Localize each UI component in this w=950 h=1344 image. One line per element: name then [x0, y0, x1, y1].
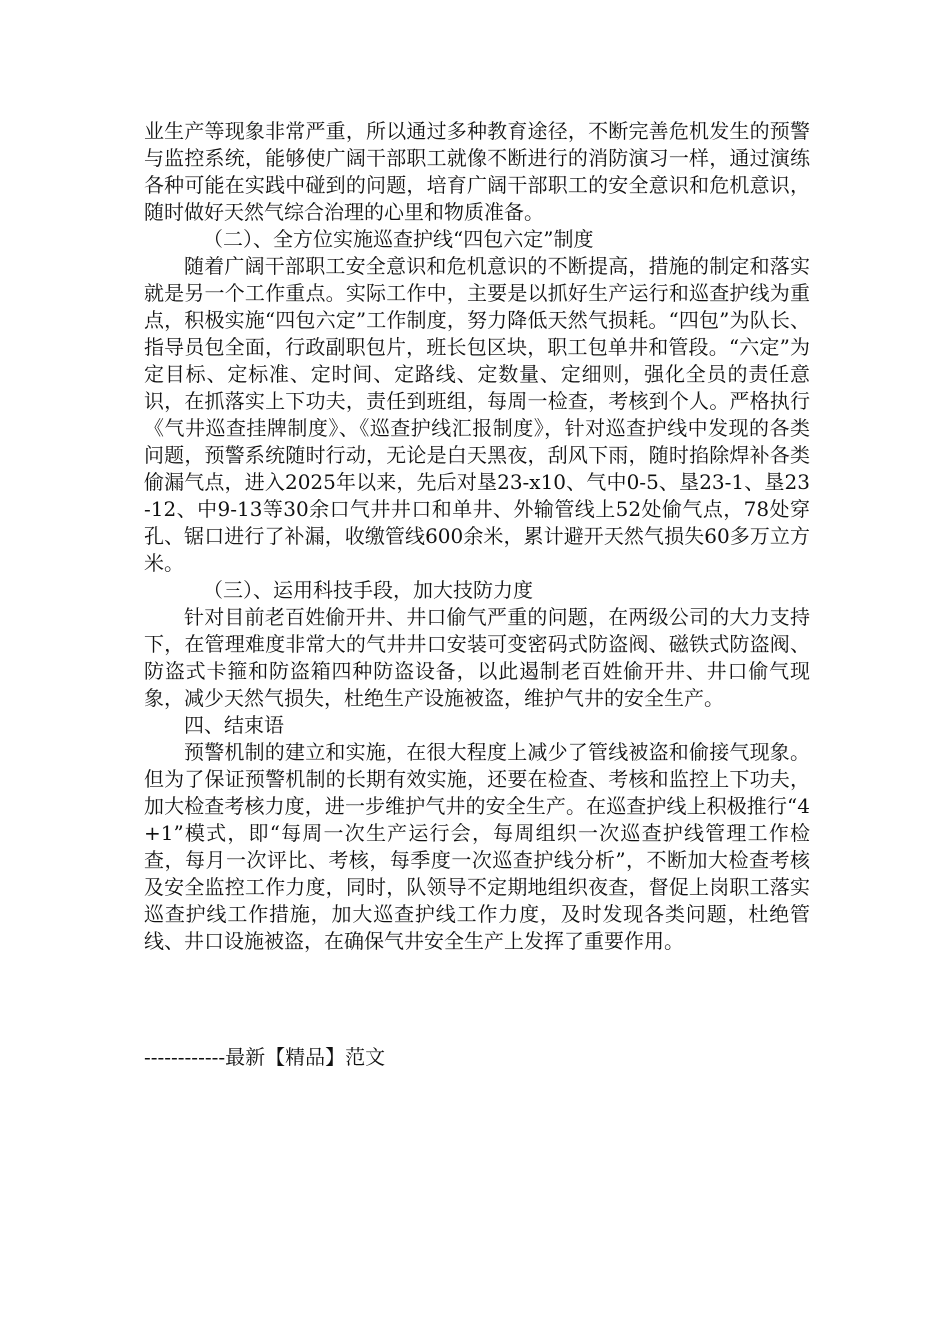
paragraph-conclusion: 预警机制的建立和实施，在很大程度上减少了管线被盗和偷接气现象。但为了保证预警机制的长期有效实施，还要在检查、考核和监控上下功夫，加大检查考核力度，进一步维护气井的安全生产。在巡查护线上积极推行“4+1”模式，即“每周一次生产运行会，每周组织一次巡查护线管理工作检查，每月一次评比、考核，每季度一次巡查护线分析”，不断加大检查考核及安全监控工作力度，同时，队领导不定期地组织夜查，督促上岗职工落实巡查护线工作措施，加大巡查护线工作力度，及时发现各类问题，杜绝管线、井口设施被盗，在确保气井安全生产上发挥了重要作用。	[144, 740, 810, 953]
paragraph-tech-prevention: 针对目前老百姓偷开井、井口偷气严重的问题，在两级公司的大力支持下，在管理难度非常大的气井井口安装可变密码式防盗阀、磁铁式防盗阀、防盗式卡箍和防盗箱四种防盗设备，以此遏制老百姓偷开井、井口偷气现象，减少天然气损失，杜绝生产设施被盗，维护气井的安全生产。	[144, 605, 810, 710]
document-body	[144, 118, 810, 955]
paragraph-continuation: 业生产等现象非常严重，所以通过多种教育途径，不断完善危机发生的预警与监控系统，能够使广阔干部职工就像不断进行的消防演习一样，通过演练各种可能在实践中碰到的问题，培育广阔干部职工的安全意识和危机意识，随时做好天然气综合治理的心里和物质准备。	[144, 119, 810, 224]
section-heading-3: （三）、运用科技手段，加大技防力度	[203, 578, 533, 602]
paragraph-patrol-system: 随着广阔干部职工安全意识和危机意识的不断提高，措施的制定和落实就是另一个工作重点。实际工作中，主要是以抓好生产运行和巡查护线为重点，积极实施“四包六定”工作制度，努力降低天然气损耗。“四包”为队长、指导员包全面，行政副职包片，班长包区块，职工包单井和管段。“六定”为定目标、定标准、定时间、定路线、定数量、定细则，强化全员的责任意识，在抓落实上下功夫，责任到班组，每周一检查，考核到个人。严格执行《气井巡查挂牌制度》、《巡查护线汇报制度》，针对巡查护线中发现的各类问题，预警系统随时行动，无论是白天黑夜，刮风下雨，随时掐除焊补各类偷漏气点，进入2025年以来，先后对垦23-x10、气中0-5、垦23-1、垦23-12、中9-13等30余口气井井口和单井、外输管线上52处偷气点，78处穿孔、锯口进行了补漏，收缴管线600余米，累计避开天然气损失60多万立方米。	[144, 254, 810, 575]
section-heading-2: （二）、全方位实施巡查护线“四包六定”制度	[203, 227, 594, 251]
section-heading-conclusion: 四、结束语	[184, 713, 284, 737]
document-footer: ------------最新【精品】范文	[144, 1045, 386, 1069]
